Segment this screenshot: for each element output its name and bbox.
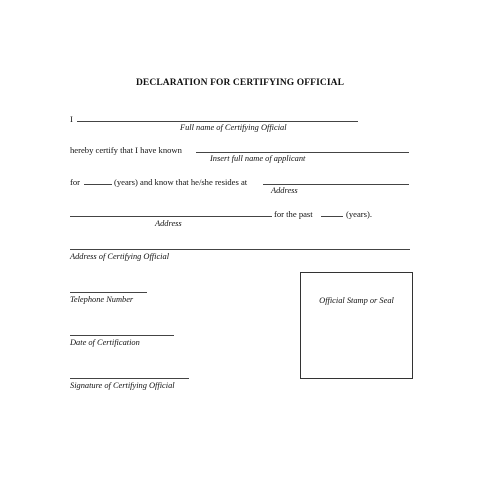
- official-stamp-box: [300, 272, 413, 379]
- applicant-name-caption: Insert full name of applicant: [210, 154, 306, 163]
- date-field[interactable]: [70, 335, 174, 336]
- signature-caption: Signature of Certifying Official: [70, 381, 175, 390]
- certifying-official-name-field[interactable]: [77, 121, 358, 122]
- line4-for-the-past: for the past: [274, 209, 313, 219]
- signature-field[interactable]: [70, 378, 189, 379]
- applicant-name-field[interactable]: [196, 152, 409, 153]
- telephone-field[interactable]: [70, 292, 147, 293]
- form-title: DECLARATION FOR CERTIFYING OFFICIAL: [135, 78, 345, 88]
- telephone-caption: Telephone Number: [70, 295, 134, 304]
- applicant-address-caption: Address: [271, 186, 298, 195]
- years-known-field[interactable]: [84, 184, 112, 185]
- date-caption: Date of Certification: [70, 338, 140, 347]
- line3-for: for: [70, 177, 81, 187]
- years-at-address-field[interactable]: [321, 216, 343, 217]
- official-address-caption: Address of Certifying Official: [70, 252, 170, 261]
- line1-prefix: I: [70, 114, 73, 124]
- stamp-label: Official Stamp or Seal: [319, 296, 394, 305]
- applicant-address-field[interactable]: [263, 184, 409, 185]
- certifying-official-name-caption: Full name of Certifying Official: [180, 123, 287, 132]
- official-address-field[interactable]: [70, 249, 410, 250]
- applicant-address-continued-caption: Address: [155, 219, 182, 228]
- applicant-address-continued-field[interactable]: [70, 216, 272, 217]
- line4-years: (years).: [346, 209, 373, 219]
- line3-middle: (years) and know that he/she resides at: [114, 177, 248, 187]
- line2-prefix: hereby certify that I have known: [70, 145, 182, 155]
